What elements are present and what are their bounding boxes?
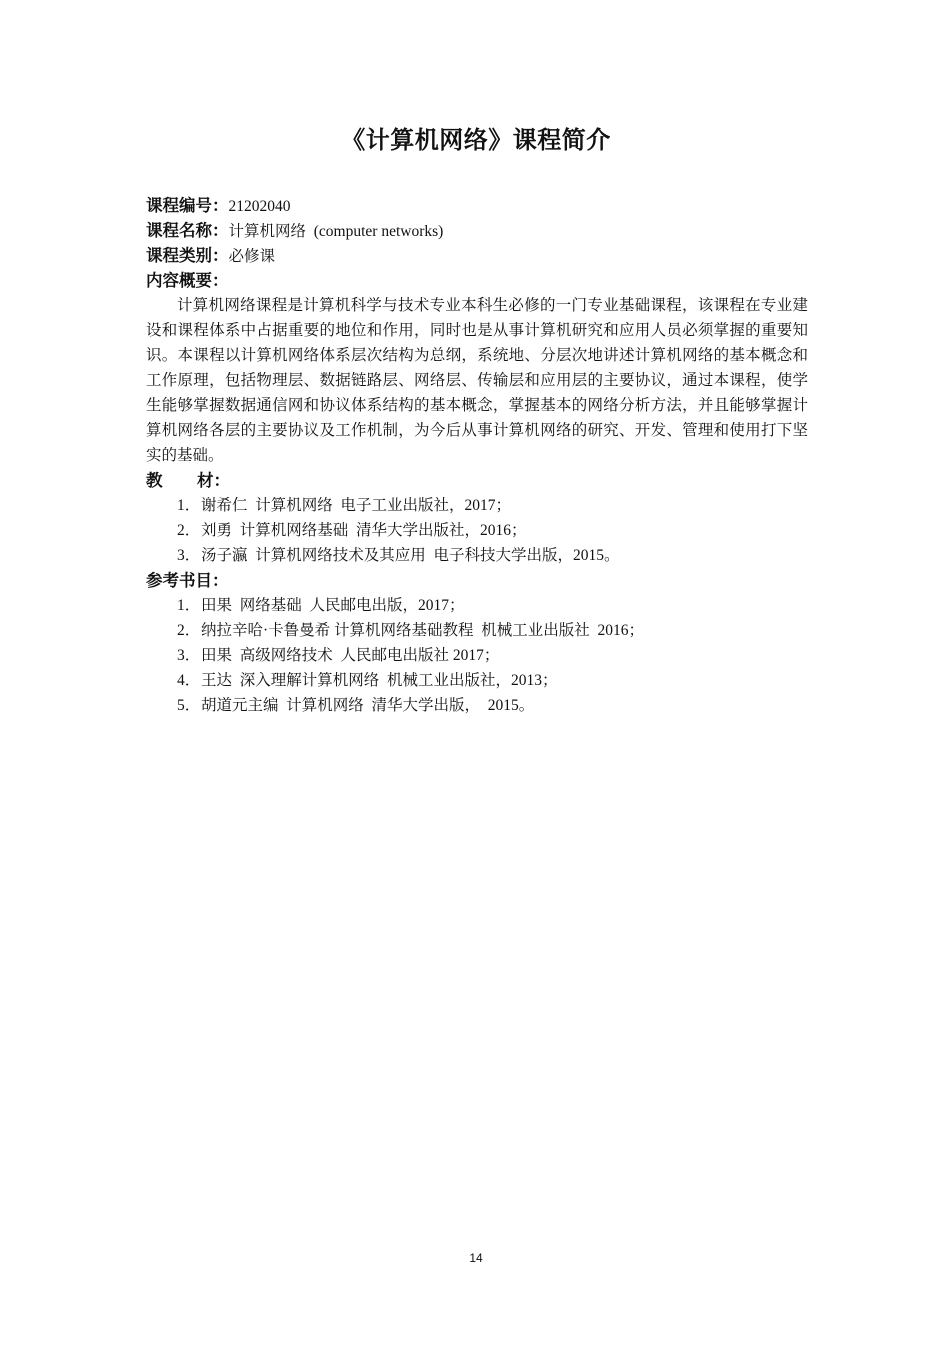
list-item xyxy=(146,493,808,518)
course-type-label: 课程类别： xyxy=(146,246,229,265)
list-item-number: 2． xyxy=(177,522,201,539)
textbooks-heading-row xyxy=(146,468,808,493)
course-type-row xyxy=(146,243,808,268)
list-item-text: 田果 网络基础 人民邮电出版，2017； xyxy=(201,597,465,614)
references-list xyxy=(146,593,808,718)
list-item xyxy=(146,518,808,543)
list-item-text: 刘勇 计算机网络基础 清华大学出版社，2016； xyxy=(201,522,527,539)
references-heading-row xyxy=(146,568,808,593)
list-item-number: 5． xyxy=(177,697,201,714)
list-item xyxy=(146,693,808,718)
course-name-value: 计算机网络 (computer networks) xyxy=(228,223,444,240)
list-item-text: 纳拉辛哈·卡鲁曼希 计算机网络基础教程 机械工业出版社 2016； xyxy=(201,622,645,639)
course-code-value: 21202040 xyxy=(228,198,291,215)
page-number: 14 xyxy=(469,1251,483,1265)
list-item-number: 3． xyxy=(177,547,201,564)
course-code-label: 课程编号： xyxy=(146,196,229,215)
list-item xyxy=(146,643,808,668)
course-name-row xyxy=(146,218,808,243)
course-content xyxy=(146,193,808,718)
textbooks-list xyxy=(146,493,808,568)
course-name-label: 课程名称： xyxy=(146,221,229,240)
course-code-row xyxy=(146,193,808,218)
summary-label: 内容概要： xyxy=(146,271,229,290)
textbooks-label: 教 材： xyxy=(146,471,230,490)
course-type-value: 必修课 xyxy=(228,248,276,265)
list-item-number: 3． xyxy=(177,647,201,664)
page-title: 《计算机网络》课程简介 xyxy=(341,126,611,154)
list-item xyxy=(146,668,808,693)
list-item-text: 汤子瀛 计算机网络技术及其应用 电子科技大学出版，2015。 xyxy=(201,547,620,564)
list-item xyxy=(146,543,808,568)
references-label: 参考书目： xyxy=(146,571,229,590)
list-item-text: 胡道元主编 计算机网络 清华大学出版， 2015。 xyxy=(201,697,535,714)
list-item-text: 谢希仁 计算机网络 电子工业出版社，2017； xyxy=(201,497,512,514)
list-item-number: 1． xyxy=(177,497,201,514)
list-item xyxy=(146,593,808,618)
summary-heading-row xyxy=(146,268,808,293)
list-item-number: 1． xyxy=(177,597,201,614)
list-item-number: 2． xyxy=(177,622,201,639)
list-item-text: 王达 深入理解计算机网络 机械工业出版社，2013； xyxy=(201,672,558,689)
list-item-number: 4． xyxy=(177,672,201,689)
list-item-text: 田果 高级网络技术 人民邮电出版社 2017； xyxy=(201,647,500,664)
summary-paragraph: 计算机网络课程是计算机科学与技术专业本科生必修的一门专业基础课程，该课程在专业建设和课程体系中占据重要的地位和作用，同时也是从事计算机研究和应用人员必须掌握的重要知识。本课程以计算机网络体系层次结构为总纲，系统地、分层次地讲述计算机网络的基本概念和工作原理，包括物理层、数据链路层、网络层、传输层和应用层的主要协议，通过本课程，使学生能够掌握数据通信网和协议体系结构的基本概念，掌握基本的网络分析方法，并且能够掌握计算机网络各层的主要协议及工作机制，为今后从事计算机网络的研究、开发、管理和使用打下坚实的基础。 xyxy=(146,297,808,464)
list-item xyxy=(146,618,808,643)
